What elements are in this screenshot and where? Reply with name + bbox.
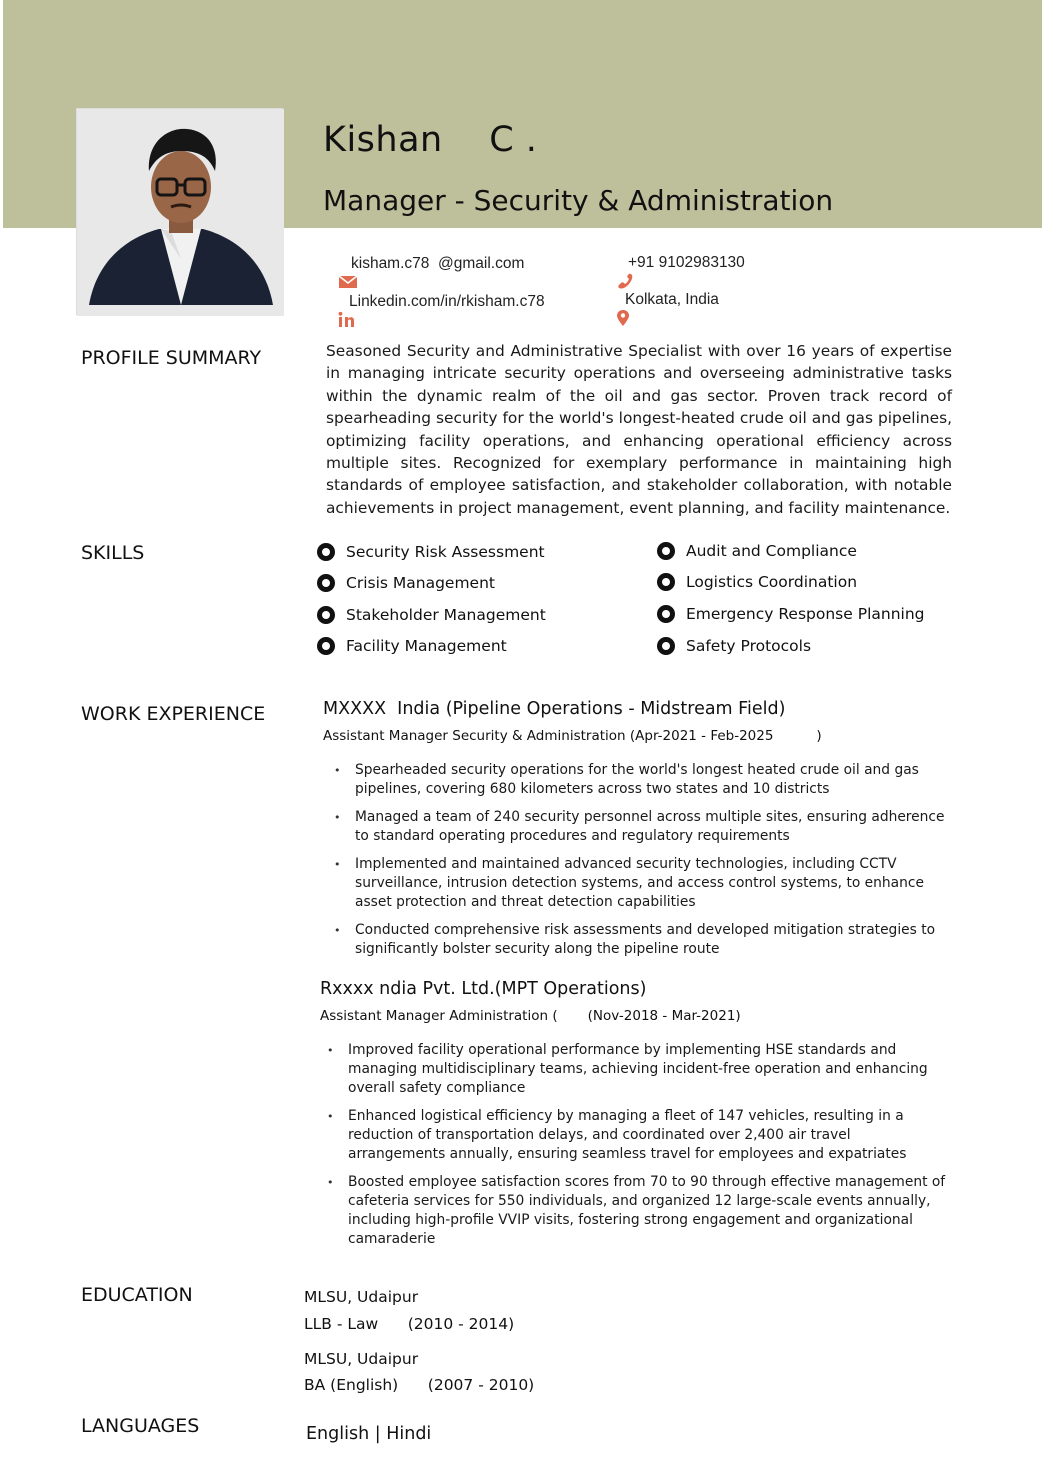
skill-item: Emergency Response Planning xyxy=(657,605,925,623)
contact-email[interactable] xyxy=(321,255,524,273)
skills-heading: SKILLS xyxy=(81,542,145,564)
languages-list: English | Hindi xyxy=(306,1424,432,1444)
education-degree: BA (English) (2007 - 2010) xyxy=(304,1376,535,1394)
linkedin-text: Linkedin.com/in/rkisham.c78 xyxy=(349,293,545,310)
phone-icon xyxy=(598,254,618,272)
experience-bullets xyxy=(348,1041,946,1258)
languages-heading: LANGUAGES xyxy=(81,1415,200,1437)
skill-item: Audit and Compliance xyxy=(657,542,857,560)
profile-summary-text: Seasoned Security and Administrative Specialist with over 16 years of expertise in managing intricate security operations and overseeing administrative tasks within the dynamic realm of the oil and gas sector. Proven track record of spearheading security for the world's longest-heated crude oil and gas pipelines, optimizing facility operations, and enhancing operational efficiency across multiple sites. Recognized for exemplary performance in maintaining high standards of employee satisfaction, and stakeholder collaboration, with notable achievements in project management, event planning, and facility maintenance. xyxy=(326,342,952,517)
mail-icon xyxy=(321,255,341,273)
list-item: • Conducted comprehensive risk assessments and developed mitigation strategies to significantly bolster security along the pipeline route xyxy=(355,921,945,959)
education-institute: MLSU, Udaipur xyxy=(304,1288,419,1306)
experience-bullets xyxy=(355,761,945,968)
bullet-circle-icon xyxy=(657,637,675,655)
job-role: Assistant Manager Administration ( (Nov-2018 - Mar-2021) xyxy=(320,1008,741,1024)
job-role: Assistant Manager Security & Administration (Apr-2021 - Feb-2025 ) xyxy=(323,728,822,744)
contact-phone[interactable] xyxy=(598,254,745,272)
candidate-title: Manager - Security & Administration xyxy=(323,184,834,217)
skill-item: Facility Management xyxy=(317,637,507,655)
company-name: MXXXX India (Pipeline Operations - Midstream Field) xyxy=(323,699,786,719)
skill-item: Safety Protocols xyxy=(657,637,811,655)
contact-linkedin[interactable] xyxy=(321,293,545,311)
bullet-circle-icon xyxy=(317,543,335,561)
list-item: • Enhanced logistical efficiency by managing a fleet of 147 vehicles, resulting in a reduction of transportation delays, and coordinated over 2,400 air travel arrangements annually, ensuring seamless travel for employees and expatriates xyxy=(348,1107,946,1164)
list-item: • Improved facility operational performance by implementing HSE standards and managing multidisciplinary teams, achieving incident-free operation and enhancing overall safety compliance xyxy=(348,1041,946,1098)
education-heading: EDUCATION xyxy=(81,1284,193,1306)
bullet-circle-icon xyxy=(317,574,335,592)
bullet-circle-icon xyxy=(317,606,335,624)
bullet-circle-icon xyxy=(657,542,675,560)
email-text: kisham.c78 @gmail.com xyxy=(351,255,525,272)
linkedin-icon xyxy=(321,293,339,311)
list-item: • Spearheaded security operations for the world's longest heated crude oil and gas pipelines, covering 680 kilometers across two states and 10 districts xyxy=(355,761,945,799)
skill-item: Security Risk Assessment xyxy=(317,543,545,561)
skill-item: Logistics Coordination xyxy=(657,573,857,591)
profile-photo xyxy=(76,108,283,315)
candidate-name: Kishan C . xyxy=(323,120,538,160)
company-name: Rxxxx ndia Pvt. Ltd.(MPT Operations) xyxy=(320,979,647,999)
location-pin-icon xyxy=(598,291,614,309)
bullet-circle-icon xyxy=(317,637,335,655)
list-item: • Boosted employee satisfaction scores from 70 to 90 through effective management of cafeteria services for 550 individuals, and organized 12 large-scale events annually, including high-profile VVIP visits, fostering strong engagement and organizational camaraderie xyxy=(348,1173,946,1249)
skill-item: Crisis Management xyxy=(317,574,495,592)
education-institute: MLSU, Udaipur xyxy=(304,1350,419,1368)
avatar-illustration xyxy=(77,109,284,316)
contact-location xyxy=(598,291,719,309)
bullet-circle-icon xyxy=(657,573,675,591)
skill-item: Stakeholder Management xyxy=(317,606,546,624)
list-item: • Implemented and maintained advanced security technologies, including CCTV surveillance, intrusion detection systems, and access control systems, to enhance asset protection and threat detection capabilities xyxy=(355,855,945,912)
profile-summary-heading: PROFILE SUMMARY xyxy=(81,347,262,369)
work-experience-heading: WORK EXPERIENCE xyxy=(81,703,266,725)
list-item: • Managed a team of 240 security personnel across multiple sites, ensuring adherence to standard operating procedures and regulatory requirements xyxy=(355,808,945,846)
bullet-circle-icon xyxy=(657,605,675,623)
education-degree: LLB - Law (2010 - 2014) xyxy=(304,1315,515,1333)
location-text: Kolkata, India xyxy=(625,291,719,308)
phone-text: +91 9102983130 xyxy=(628,254,745,271)
